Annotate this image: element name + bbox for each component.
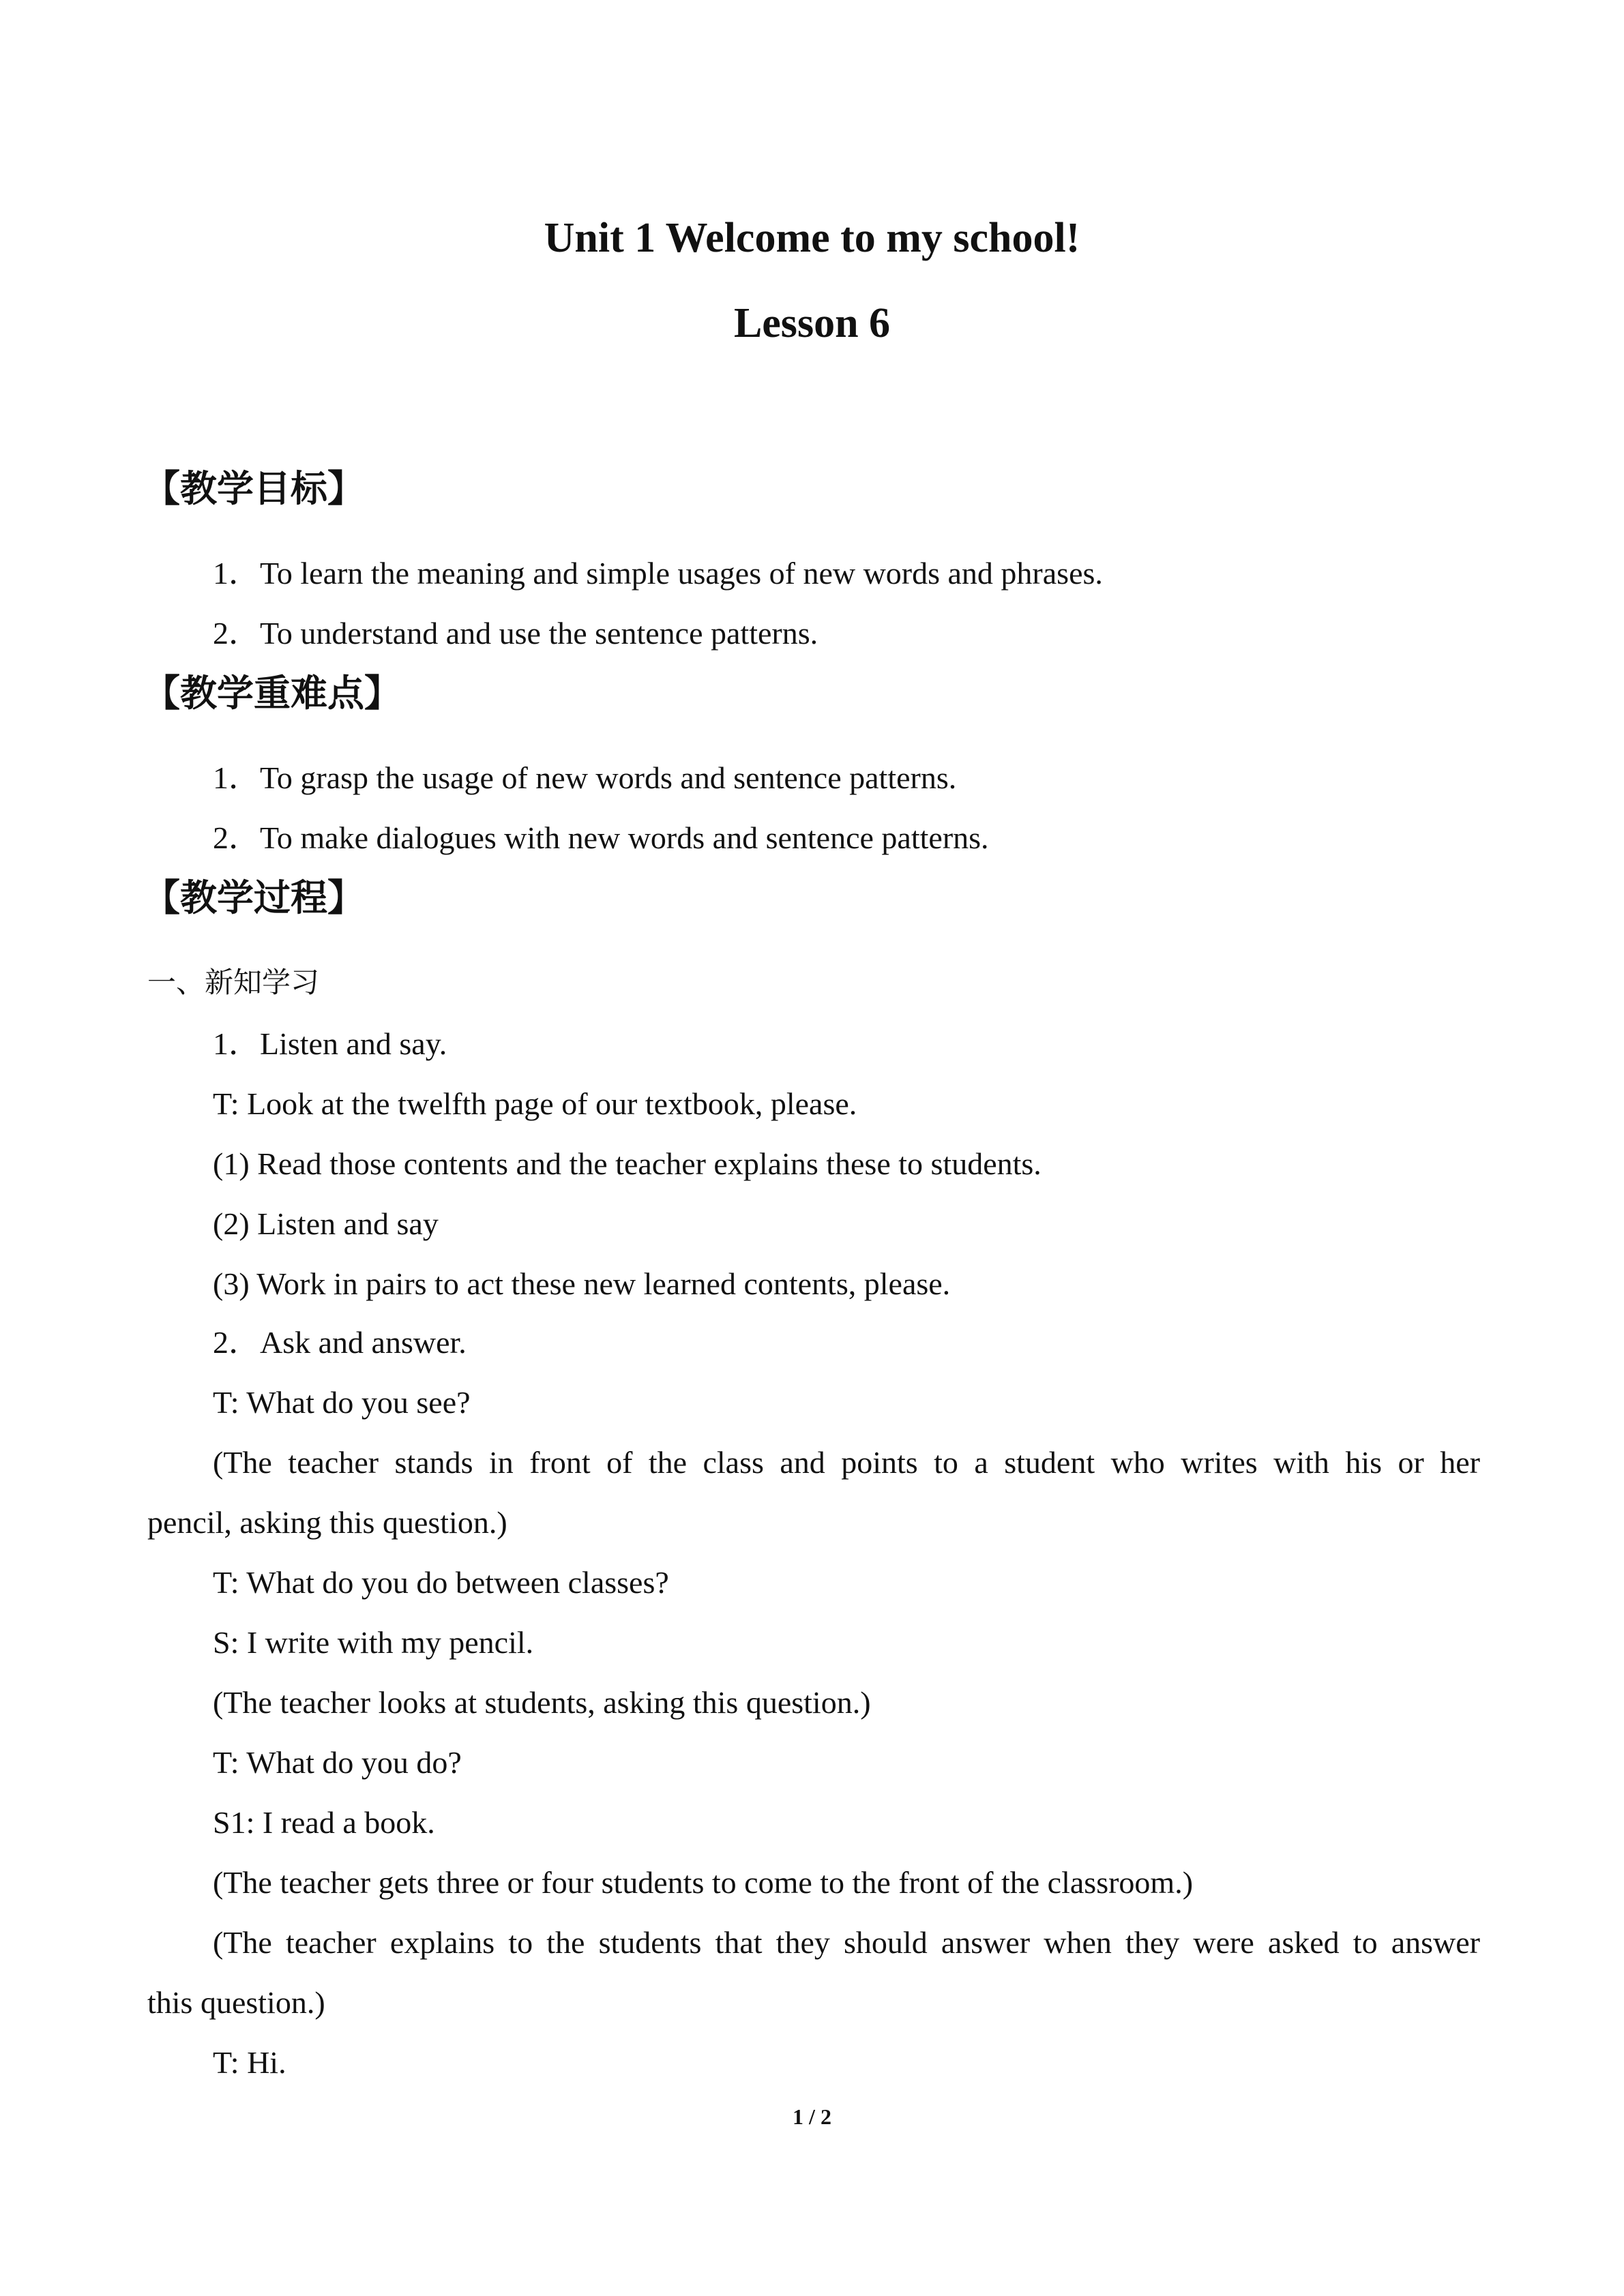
process-line: T: What do you do between classes?: [213, 1565, 669, 1600]
process-line: S: I write with my pencil.: [213, 1625, 534, 1660]
process-line: (1) Read those contents and the teacher explains these to students.: [213, 1146, 1042, 1181]
process-line: T: Hi.: [213, 2045, 286, 2080]
keypoints-heading: 【教学重难点】: [143, 672, 401, 715]
process-line: T: Look at the twelfth page of our textbook, please.: [213, 1086, 857, 1121]
objectives-heading: 【教学目标】: [143, 467, 364, 510]
page-number: 1 / 2: [793, 2104, 831, 2129]
process-line: S1: I read a book.: [213, 1805, 435, 1840]
process-line: 2．Ask and answer.: [213, 1325, 467, 1360]
process-line: (2) Listen and say: [213, 1206, 439, 1241]
process-subheading: 一、新知学习: [147, 966, 320, 999]
document-title: Unit 1 Welcome to my school!: [544, 215, 1080, 261]
process-line: pencil, asking this question.): [147, 1505, 507, 1540]
process-line: (The teacher stands in front of the class and points to a student who writes with his or her: [213, 1445, 1480, 1480]
objective-item: 2．To understand and use the sentence patterns.: [213, 616, 818, 651]
lesson-title: Lesson 6: [733, 300, 891, 346]
objective-item: 1．To learn the meaning and simple usages of new words and phrases.: [213, 556, 1103, 591]
process-line: 1．Listen and say.: [213, 1026, 447, 1061]
process-line: this question.): [147, 1985, 325, 2020]
process-heading: 【教学过程】: [143, 876, 364, 919]
keypoint-item: 2．To make dialogues with new words and sentence patterns.: [213, 820, 989, 855]
process-line: T: What do you see?: [213, 1385, 471, 1420]
process-line: (3) Work in pairs to act these new learned contents, please.: [213, 1266, 951, 1301]
process-line: (The teacher looks at students, asking this question.): [213, 1685, 871, 1720]
process-line: T: What do you do?: [213, 1745, 462, 1780]
keypoint-item: 1．To grasp the usage of new words and sentence patterns.: [213, 760, 957, 795]
process-line: (The teacher gets three or four students to come to the front of the classroom.): [213, 1865, 1194, 1900]
process-line: (The teacher explains to the students that they should answer when they were asked to answer: [213, 1925, 1480, 1960]
